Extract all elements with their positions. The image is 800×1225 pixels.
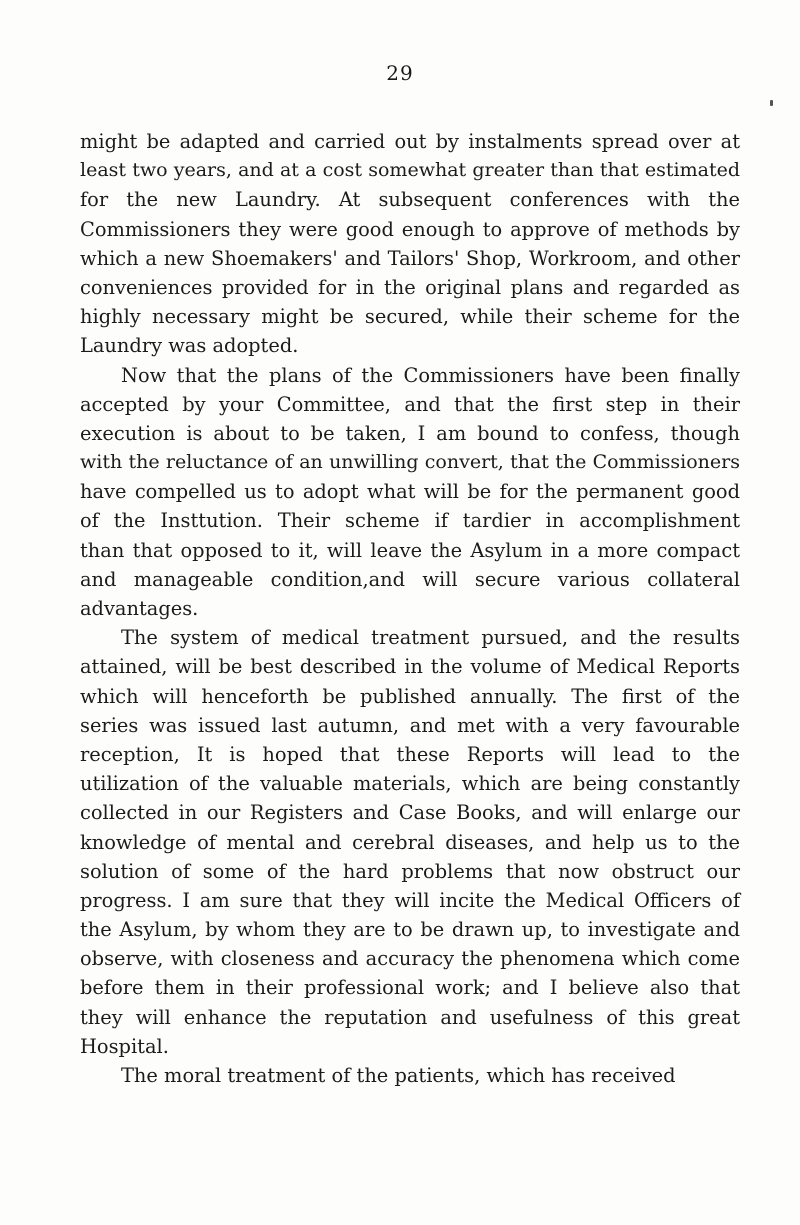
- text-line: might be adapted and carried out by instalments spread over at: [80, 130, 740, 153]
- text-line: highly necessary might be secured, while their scheme for the: [80, 305, 740, 329]
- text-line: series was issued last autumn, and met with a very favourable: [80, 713, 740, 737]
- text-line: progress. I am sure that they will incite the Medical Officers of: [80, 888, 740, 912]
- text-line: advantages.: [80, 597, 199, 620]
- body-text: [80, 127, 740, 1090]
- margin-mark: [770, 100, 773, 106]
- text-line: conveniences provided for in the original plans and regarded as: [80, 275, 740, 299]
- text-line: and manageable condition,and will secure various collateral: [80, 567, 740, 591]
- text-line: observe, with closeness and accuracy the phenomena which come: [80, 947, 740, 971]
- page-number: 29: [386, 61, 414, 85]
- text-line: have compelled us to adopt what will be for the permanent good: [80, 480, 740, 504]
- text-line: accepted by your Committee, and that the first step in their: [80, 392, 740, 416]
- text-line: knowledge of mental and cerebral diseases, and help us to the: [80, 830, 740, 854]
- text-line: of the Insttution. Their scheme if tardier in accomplishment: [80, 509, 740, 533]
- text-line: Hospital.: [80, 1034, 169, 1058]
- text-line: Laundry was adopted.: [80, 334, 299, 358]
- text-line: which a new Shoemakers' and Tailors' Shop, Workroom, and other: [80, 246, 740, 270]
- text-line: they will enhance the reputation and usefulness of this great: [80, 1005, 740, 1029]
- text-line: utilization of the valuable materials, which are being constantly: [80, 772, 740, 796]
- text-line: attained, will be best described in the volume of Medical Reports: [80, 655, 740, 679]
- text-line: Now that the plans of the Commissioners have been finally: [121, 363, 740, 387]
- text-line: least two years, and at a cost somewhat greater than that estimated: [80, 159, 740, 182]
- text-line: reception, It is hoped that these Reports will lead to the: [80, 742, 740, 766]
- text-line: The moral treatment of the patients, which has received: [121, 1064, 676, 1087]
- text-line: solution of some of the hard problems that now obstruct our: [80, 859, 740, 883]
- text-line: Commissioners they were good enough to approve of methods by: [80, 217, 740, 241]
- text-line: collected in our Registers and Case Books, and will enlarge our: [80, 801, 740, 825]
- text-line: the Asylum, by whom they are to be drawn up, to investigate and: [80, 918, 740, 942]
- text-line: than that opposed to it, will leave the Asylum in a more compact: [80, 538, 740, 562]
- text-line: The system of medical treatment pursued, and the results: [121, 626, 740, 650]
- text-line: with the reluctance of an unwilling convert, that the Commissioners: [80, 451, 740, 474]
- text-line: for the new Laundry. At subsequent conferences with the: [80, 188, 740, 212]
- text-line: execution is about to be taken, I am bound to confess, though: [80, 421, 740, 445]
- text-line: before them in their professional work; and I believe also that: [80, 976, 740, 1000]
- text-line: which will henceforth be published annually. The first of the: [80, 684, 740, 708]
